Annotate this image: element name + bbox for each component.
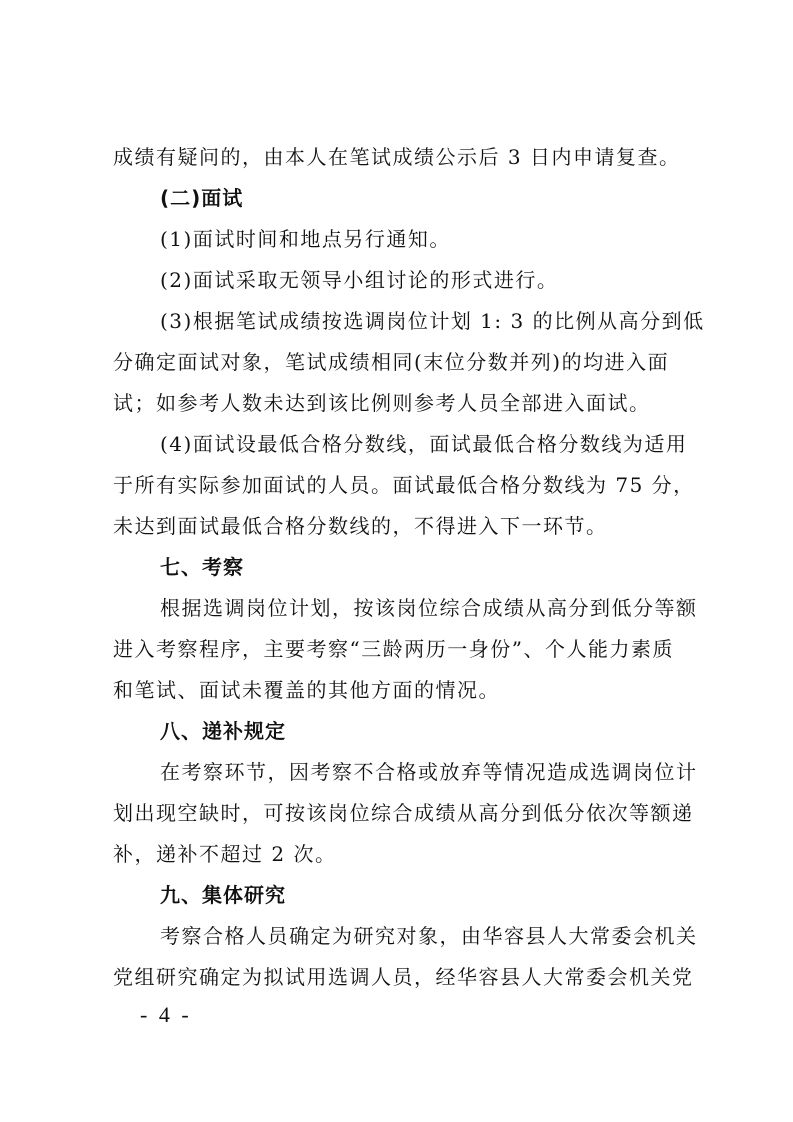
list-item-3: (3)根据笔试成绩按选调岗位计划 1: 3 的比例从高分到低 — [160, 309, 705, 333]
subsection-heading-interview: (二)面试 — [160, 186, 244, 210]
body-text-line: 党组研究确定为拟试用选调人员，经华容县人大常委会机关党 — [113, 965, 694, 989]
body-text-line: 成绩有疑问的，由本人在笔试成绩公示后 3 日内申请复查。 — [113, 145, 681, 169]
body-text-line: 考察合格人员确定为研究对象，由华容县人大常委会机关 — [160, 924, 698, 948]
section-heading-inspection: 七、考察 — [160, 555, 244, 579]
body-text-line: 分确定面试对象，笔试成绩相同(末位分数并列)的均进入面 — [113, 350, 670, 374]
body-text-line: 划出现空缺时，可按该岗位综合成绩从高分到低分依次等额递 — [113, 801, 694, 825]
body-text-line: 进入考察程序，主要考察“三龄两历一身份”、个人能力素质 — [113, 637, 674, 661]
body-text-line: 试；如参考人数未达到该比例则参考人员全部进入面试。 — [113, 391, 651, 415]
body-text-line: 于所有实际参加面试的人员。面试最低合格分数线为 75 分， — [113, 473, 695, 497]
list-item-1: (1)面试时间和地点另行通知。 — [160, 227, 451, 251]
body-text-line: 根据选调岗位计划，按该岗位综合成绩从高分到低分等额 — [160, 596, 698, 620]
list-item-2: (2)面试采取无领导小组讨论的形式进行。 — [160, 268, 559, 292]
body-text-line: 和笔试、面试未覆盖的其他方面的情况。 — [113, 678, 500, 702]
page-number: - 4 - — [140, 1002, 192, 1027]
section-heading-replacement: 八、递补规定 — [160, 719, 286, 743]
body-text-line: 补，递补不超过 2 次。 — [113, 842, 337, 866]
body-text-line: 在考察环节，因考察不合格或放弃等情况造成选调岗位计 — [160, 760, 698, 784]
body-text-line: 未达到面试最低合格分数线的，不得进入下一环节。 — [113, 514, 608, 538]
list-item-4: (4)面试设最低合格分数线，面试最低合格分数线为适用 — [160, 432, 688, 456]
section-heading-collective-study: 九、集体研究 — [160, 883, 286, 907]
